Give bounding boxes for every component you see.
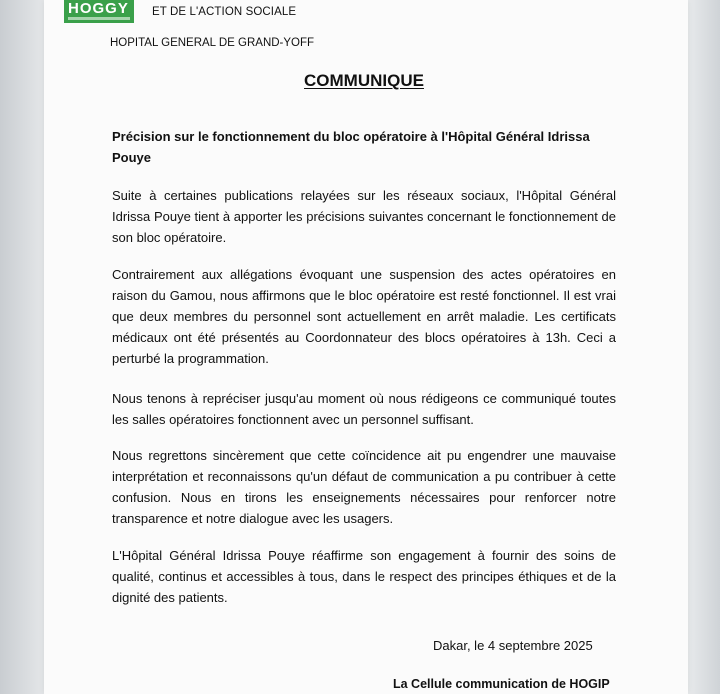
background-left-edge bbox=[0, 0, 50, 694]
document-title: COMMUNIQUE bbox=[304, 71, 424, 90]
document-subject: Précision sur le fonctionnement du bloc opératoire à l'Hôpital Général Idrissa Pouye bbox=[112, 129, 590, 165]
document-page bbox=[44, 0, 688, 694]
paragraph-5: L'Hôpital Général Idrissa Pouye réaffirme son engagement à fournir des soins de qualité, continus et accessibles à tous, dans le respect des principes éthiques et de la dignité des patients. bbox=[112, 548, 616, 605]
logo-text: HOGGY bbox=[68, 0, 129, 17]
paragraph-2: Contrairement aux allégations évoquant une suspension des actes opératoires en raison du Gamou, nous affirmons que le bloc opératoire est resté fonctionnel. Il est vrai que deux membres du personnel sont actuellement en arrêt maladie. Les certificats médicaux ont été présentés au Coordonnateur des blocs opératoires à 13h. Ceci a perturbé la programmation. bbox=[112, 267, 616, 366]
ministry-name: ET DE L'ACTION SOCIALE bbox=[152, 6, 297, 18]
hospital-name: HOPITAL GENERAL DE GRAND-YOFF bbox=[110, 37, 315, 49]
paragraph-3: Nous tenons à repréciser jusqu'au moment où nous rédigeons ce communiqué toutes les salles opératoires fonctionnent avec un personnel suffisant. bbox=[112, 391, 616, 427]
signature: La Cellule communication de HOGIP bbox=[393, 677, 610, 691]
paragraph-1: Suite à certaines publications relayées sur les réseaux sociaux, l'Hôpital Général Idrissa Pouye tient à apporter les précisions suivantes concernant le fonctionnement de son bloc opératoire. bbox=[112, 188, 616, 245]
date-line: Dakar, le 4 septembre 2025 bbox=[433, 638, 593, 653]
hospital-logo bbox=[64, 0, 134, 23]
logo-tagline-bar bbox=[68, 17, 130, 20]
paragraph-4: Nous regrettons sincèrement que cette coïncidence ait pu engendrer une mauvaise interprétation et reconnaissons qu'un défaut de communication a pu contribuer à cette confusion. Nous en tirons les enseignements nécessaires pour renforcer notre transparence et notre dialogue avec les usagers. bbox=[112, 448, 616, 526]
